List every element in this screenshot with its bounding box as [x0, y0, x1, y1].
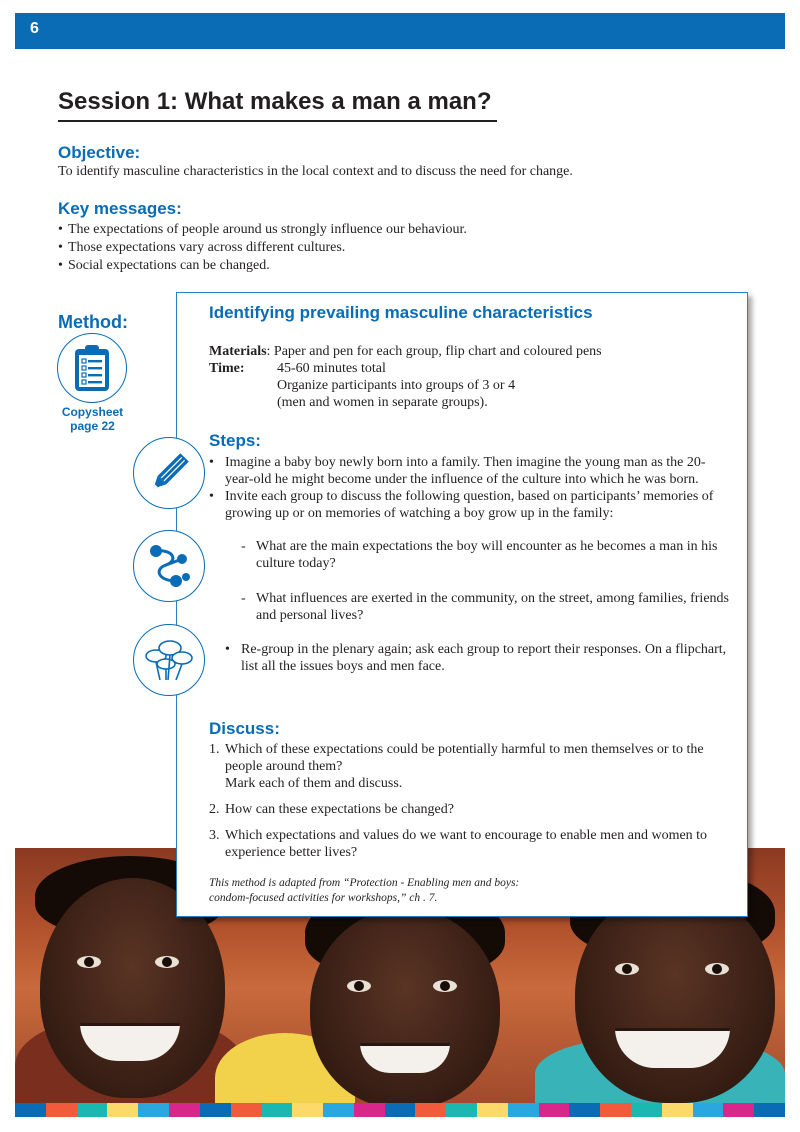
discuss-heading: Discuss: [209, 719, 280, 738]
network-icon [133, 530, 205, 602]
header-bar [15, 13, 785, 49]
materials-block [209, 343, 602, 411]
step-item: • Invite each group to discuss the following question, based on participants’ memories of growing up or on memories of watching a boy grow up in the family: [209, 489, 714, 521]
color-strip-segment [477, 1103, 508, 1117]
copysheet-reference: Copysheet page 22 [61, 405, 124, 433]
step-item: • Re-group in the plenary again; ask each group to report their responses. On a flipchart, list all the issues boys and men face. [225, 642, 727, 674]
color-strip-segment [200, 1103, 231, 1117]
decorative-color-strip [15, 1103, 785, 1117]
key-message-item: • Those expectations vary across different cultures. [58, 239, 467, 257]
color-strip-segment [138, 1103, 169, 1117]
page-number: 6 [30, 20, 39, 37]
color-strip-segment [508, 1103, 539, 1117]
color-strip-segment [539, 1103, 570, 1117]
color-strip-segment [169, 1103, 200, 1117]
objective-heading: Objective: [58, 143, 141, 162]
color-strip-segment [385, 1103, 416, 1117]
clipboard-icon [57, 333, 127, 403]
key-message-item: • Social expectations can be changed. [58, 257, 467, 275]
step-item: • Imagine a baby boy newly born into a family. Then imagine the young man as the 20-year-old he might become under the influence of the culture into which he was born. [209, 455, 706, 487]
time-line: Organize participants into groups of 3 or 4 [277, 378, 516, 393]
color-strip-segment [600, 1103, 631, 1117]
color-strip-segment [693, 1103, 724, 1117]
title-underline [58, 120, 497, 122]
color-strip-segment [723, 1103, 754, 1117]
activity-title: Identifying prevailing masculine characteristics [209, 303, 593, 322]
speech-bubbles-icon [133, 624, 205, 696]
materials-text: : Paper and pen for each group, flip chart and coloured pens [266, 344, 602, 359]
color-strip-segment [569, 1103, 600, 1117]
time-label: Time: [209, 361, 245, 376]
key-messages-list [58, 221, 467, 275]
color-strip-segment [46, 1103, 77, 1117]
discuss-list [209, 741, 729, 870]
color-strip-segment [354, 1103, 385, 1117]
time-line: (men and women in separate groups). [277, 395, 488, 410]
color-strip-segment [446, 1103, 477, 1117]
color-strip-segment [15, 1103, 46, 1117]
color-strip-segment [662, 1103, 693, 1117]
time-line: 45-60 minutes total [277, 361, 386, 376]
steps-heading: Steps: [209, 431, 261, 450]
color-strip-segment [754, 1103, 785, 1117]
method-heading: Method: [58, 312, 128, 332]
materials-label: Materials [209, 344, 267, 359]
color-strip-segment [261, 1103, 292, 1117]
color-strip-segment [231, 1103, 262, 1117]
step-subitem: - What influences are exerted in the community, on the street, among families, friends and personal lives? [241, 591, 729, 623]
discuss-item: 3. Which expectations and values do we want to encourage to enable men and women to experience better lives? [209, 828, 708, 860]
activity-box [176, 292, 748, 917]
source-note: This method is adapted from “Protection - Enabling men and boys: condom-focused activities for workshops,” ch . 7. [209, 877, 520, 904]
color-strip-segment [292, 1103, 323, 1117]
color-strip-segment [107, 1103, 138, 1117]
key-messages-heading: Key messages: [58, 199, 182, 218]
color-strip-segment [323, 1103, 354, 1117]
discuss-item: 2. How can these expectations be changed? [209, 802, 454, 817]
key-message-item: • The expectations of people around us strongly influence our behaviour. [58, 221, 467, 239]
color-strip-segment [77, 1103, 108, 1117]
pencil-icon [133, 437, 205, 509]
step-subitem: - What are the main expectations the boy will encounter as he becomes a man in his culture today? [241, 539, 718, 571]
page-title: Session 1: What makes a man a man? [58, 88, 492, 115]
color-strip-segment [631, 1103, 662, 1117]
steps-list [209, 454, 729, 675]
discuss-item: 1. Which of these expectations could be potentially harmful to men themselves or to the people around them? Mark each of them and discuss. [209, 742, 704, 791]
objective-text: To identify masculine characteristics in the local context and to discuss the need for change. [58, 164, 573, 179]
color-strip-segment [415, 1103, 446, 1117]
